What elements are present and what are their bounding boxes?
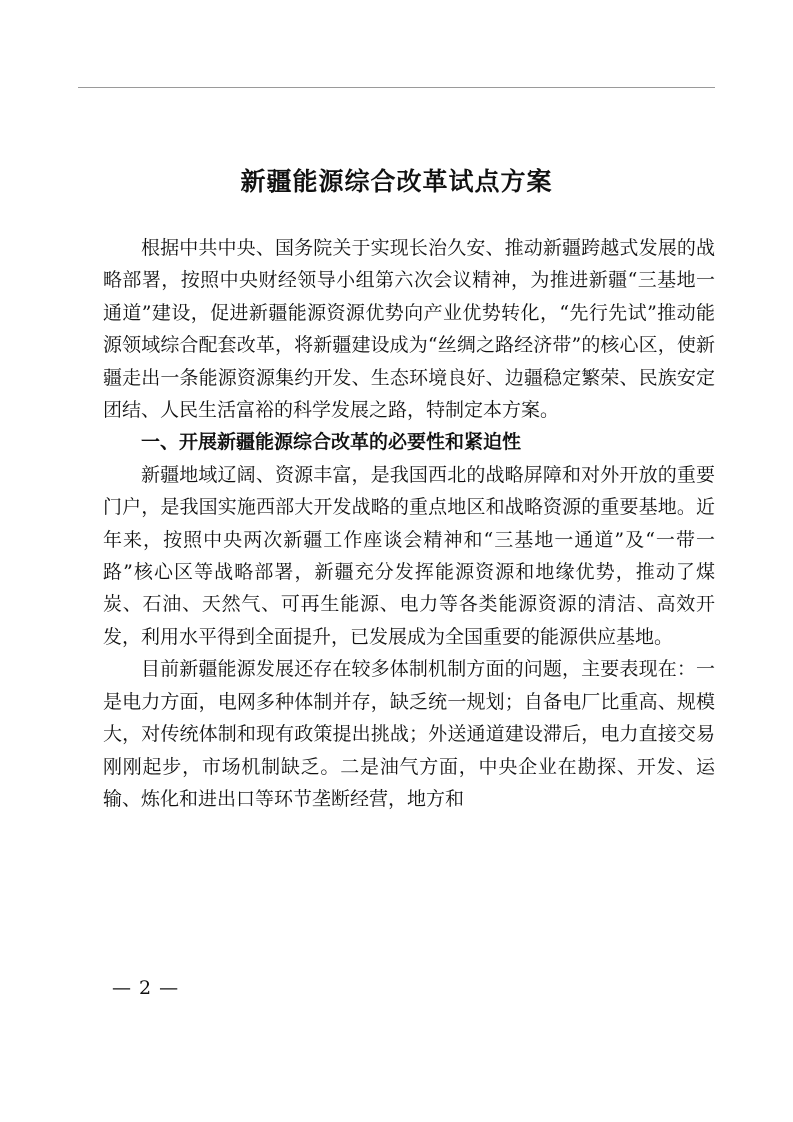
- header-rule: [78, 87, 715, 88]
- document-body: [103, 232, 715, 815]
- intro-paragraph: 根据中共中央、国务院关于实现长治久安、推动新疆跨越式发展的战略部署，按照中央财经领导小组第六次会议精神，为推进新疆“三基地一通道”建设，促进新疆能源资源优势向产业优势转化，“先行先试”推动能源领域综合配套改革，将新疆建设成为“丝绸之路经济带”的核心区，使新疆走出一条能源资源集约开发、生态环境良好、边疆稳定繁荣、民族安定团结、人民生活富裕的科学发展之路，特制定本方案。: [103, 237, 715, 422]
- page-number: — 2 —: [112, 977, 180, 999]
- section-paragraph: 新疆地域辽阔、资源丰富，是我国西北的战略屏障和对外开放的重要门户，是我国实施西部大开发战略的重点地区和战略资源的重要基地。近年来，按照中央两次新疆工作座谈会精神和“三基地一通道”及“一带一路”核心区等战略部署，新疆充分发挥能源资源和地缘优势，推动了煤炭、石油、天然气、可再生能源、电力等各类能源资源的清洁、高效开发，利用水平得到全面提升，已发展成为全国重要的能源供应基地。: [103, 463, 715, 648]
- document-title: 新疆能源综合改革试点方案: [240, 167, 553, 196]
- section-heading: 一、开展新疆能源综合改革的必要性和紧迫性: [141, 431, 522, 454]
- section-paragraph: 目前新疆能源发展还存在较多体制机制方面的问题，主要表现在：一是电力方面，电网多种体制并存，缺乏统一规划；自备电厂比重高、规模大，对传统体制和现有政策提出挑战；外送通道建设滞后，电力直接交易刚刚起步，市场机制缺乏。二是油气方面，中央企业在勘探、开发、运输、炼化和进出口等环节垄断经营，地方和: [103, 658, 715, 810]
